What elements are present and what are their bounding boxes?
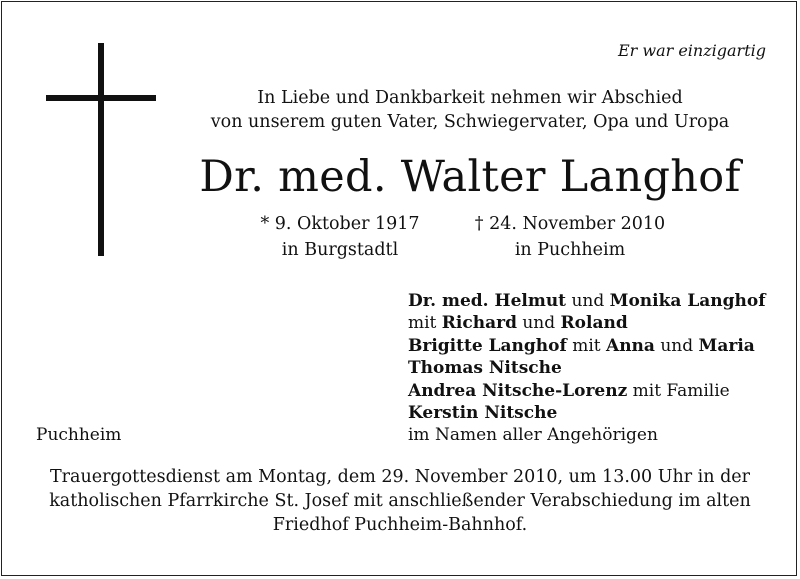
intro-text [160,86,780,134]
mourner-name: Anna [606,335,655,356]
mourner-line [408,312,766,334]
connector-text: und [566,291,610,311]
birth-place: in Burgstadtl [281,240,399,260]
mourners-list [408,290,766,447]
mourner-name: Richard [441,313,517,334]
cross-horizontal-bar [46,95,156,101]
mourner-line [408,335,766,357]
notice-line: katholischen Pfarrkirche St. Josef mit anschließender Verabschiedung im alten [49,491,751,511]
mourner-name: Kerstin Nitsche [408,403,558,424]
motto: Er war einzigartig [617,41,766,60]
place-label: Puchheim [36,425,122,445]
birth-info [250,211,430,263]
intro-line: In Liebe und Dankbarkeit nehmen wir Abschied [257,88,683,108]
birth-date: * 9. Oktober 1917 [260,214,420,234]
death-date: † 24. November 2010 [474,214,666,234]
mourner-name: Thomas Nitsche [408,358,562,379]
connector-text: mit Familie [627,380,730,401]
mourner-line [408,357,766,379]
service-notice [30,465,770,537]
closing-text: im Namen aller Angehörigen [408,425,658,446]
connector-text: und [654,335,699,356]
notice-line: Friedhof Puchheim-Bahnhof. [272,515,528,535]
mourner-name: Brigitte Langhof [408,335,567,356]
connector-text: mit [566,335,606,356]
cross-vertical-bar [98,43,104,256]
mourner-name: Maria [698,335,755,356]
death-place: in Puchheim [514,240,626,260]
mourner-name: Andrea Nitsche-Lorenz [408,380,628,401]
connector-text: und [516,313,561,334]
mourner-line [408,290,766,312]
death-info [465,211,675,263]
mourner-name: Monika Langhof [609,291,766,311]
deceased-name: Dr. med. Walter Langhof [199,152,741,202]
mourner-line [408,402,766,424]
connector-text: mit [408,313,442,334]
mourner-name: Roland [560,313,628,334]
mourner-name: Dr. med. Helmut [408,291,567,311]
mourner-line [408,424,766,446]
mourner-line [408,380,766,402]
notice-line: Trauergottesdienst am Montag, dem 29. November 2010, um 13.00 Uhr in der [49,467,751,487]
intro-line: von unserem guten Vater, Schwiegervater, Opa und Uropa [210,112,730,132]
